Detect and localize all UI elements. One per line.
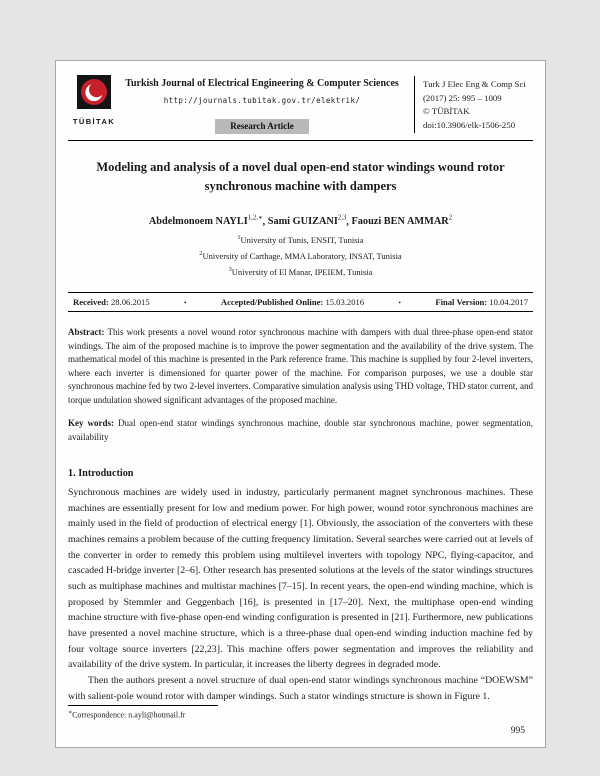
tubitak-logo: [70, 73, 118, 134]
journal-name: Turkish Journal of Electrical Engineering & Computer Sciences: [125, 78, 399, 89]
paper-title: Modeling and analysis of a novel dual open-end stator windings wound rotor synchronous machine with dampers: [96, 160, 505, 193]
citation-doi: doi:10.3906/elk-1506-250: [423, 119, 516, 130]
correspondence-line: [68, 709, 218, 720]
keywords: [68, 417, 533, 444]
affiliation: $^1$University of Tunis, ENSIT, Tunisia: [237, 233, 364, 245]
received-date: Received: 28.06.2015: [73, 297, 150, 308]
author-name: Sami GUIZANI$^{2,3}$: [267, 214, 347, 227]
author-name: Abdelmonoem $NAYLI^{1,2,∗}$: [148, 214, 263, 227]
correspondence-footnote: [68, 705, 218, 720]
journal-header: [68, 71, 533, 134]
correspondence-email[interactable]: n.ayli@hotmail.fr: [128, 711, 186, 720]
abstract-label: Abstract:: [68, 327, 105, 338]
citation-journal-abbrev: Turk J Elec Eng & Comp Sci: [423, 79, 526, 89]
author-affiliation-marks: 2: [448, 214, 453, 222]
tubitak-logo-text: TÜBİTAK: [72, 117, 116, 126]
final-version-date: Final Version: 10.04.2017: [435, 297, 528, 308]
citation-volume-pages: (2017) 25: 995 – 1009: [423, 92, 502, 103]
correspondence-label: Correspondence:: [72, 711, 127, 720]
authors-line: [68, 214, 533, 227]
page-number: 995: [510, 726, 525, 736]
tubitak-logo-icon: [77, 75, 111, 109]
author-name: Faouzi BEN AMMAR$^2$: [351, 214, 453, 227]
accepted-date: Accepted/Published Online: 15.03.2016: [220, 297, 365, 308]
bullet-separator: •: [398, 297, 402, 307]
footnote-rule: [68, 705, 218, 706]
correspondence-marker: ∗: [68, 710, 73, 717]
affiliation: $^2$University of Carthage, MMA Laboratory, INSAT, Tunisia: [199, 249, 402, 261]
author-separator: ,: [262, 215, 268, 227]
author-separator: ,: [346, 215, 352, 227]
citation-copyright: © TÜBİTAK: [423, 106, 470, 116]
abstract: [68, 326, 533, 407]
header-vertical-divider: [414, 76, 415, 133]
header-rule: [68, 140, 533, 141]
article-type-badge: Research Article: [215, 119, 309, 134]
paper-page: [55, 60, 546, 748]
keywords-text: Dual open-end stator windings synchronous machine, double star synchronous machine, power segmentation, availability: [68, 418, 534, 442]
affiliations: [68, 231, 533, 279]
intro-paragraph-1: Synchronous machines are widely used in industry, particularly permanent magnet synchronous machines. These machines are essentially present for low and medium power. For high power, wound rotor synchronous machines are mainly used in the field of production of electrical energy [1]. Obviously, the association of the converters with these machines remains a problem because of the cutting frequency limitation. Several searches were carried out at levels of the converter in order to remedy this problem using multilevel inverters with topology NPC, flying-capacitor, and cascaded H-bridge inverter [2–6]. Other research has presented solutions at the levels of the stator windings structures such as multiphase machines and multistar machines [7–15]. In recent years, the open-end winding machine, which is proposed by Stemmler and Geggenbach [16], is presented in [17–20]. Next, the multiphase open-end winding machine structure with five-phase open-end winding configuration is presented in [21]. Furthermore, new publications have presented a novel machine structure, which is a three-phase dual open-end winding induction machine fed by four voltage source inverters [22,23]. This machine offers power segmentation and improves the reliability and availability of the drive system. In particular, it increases the liberty degrees in degraded mode.: [68, 487, 533, 671]
bullet-separator: •: [183, 297, 187, 307]
author-affiliation-marks: 2,3: [337, 214, 347, 222]
keywords-label: Key words:: [68, 418, 115, 429]
intro-paragraph-2: Then the authors present a novel structure of dual open-end stator windings synchronous machine “DOEWSM” with salient-pole wound rotor with damper windings. Such a stator windings structure is shown in Figure 1.: [68, 675, 533, 702]
section-heading-introduction: 1. Introduction: [68, 468, 134, 480]
author-affiliation-marks: 1,2,∗: [247, 214, 263, 222]
journal-citation-info: [423, 73, 531, 134]
dates-bar: [68, 292, 533, 312]
journal-url-link[interactable]: http://journals.tubitak.gov.tr/elektrik/: [163, 96, 361, 105]
affiliation: $^3$University of El Manar, IPEIEM, Tunisia: [228, 265, 373, 277]
abstract-text: This work presents a novel wound rotor synchronous machine with dampers with dual three-phase open-end stator windings. The aim of the proposed machine is to improve the power segmentation and the availability of the drive system. The mathematical model of this machine is presented in the Park reference frame. This machine is supplied by four 2-level inverters, where each inverter is dimensioned for quarter power of the machine. For comparison purposes, we use a double star synchronous machine fed by two 2-level inverters. Comparative simulation analysis using THD voltage, THD stator current, and torque undulation showed significant advantages of the proposed machine.: [68, 327, 533, 405]
journal-header-center: [118, 73, 406, 134]
